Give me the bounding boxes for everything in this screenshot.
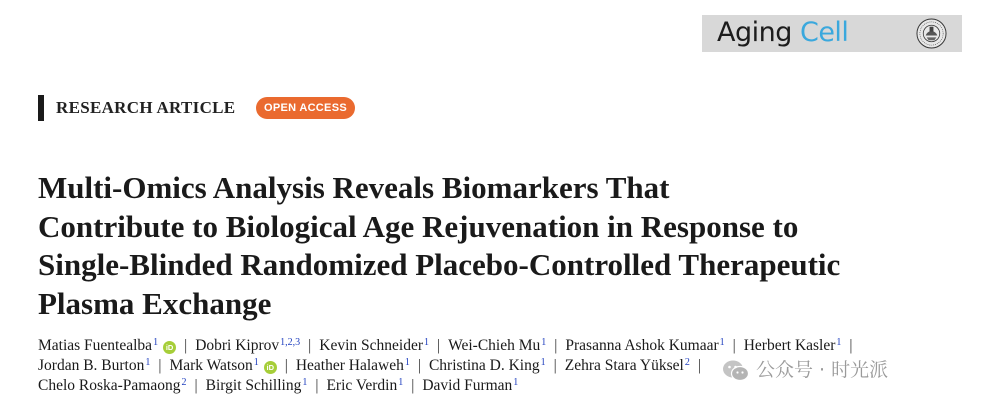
author-name[interactable]: Zehra Stara Yüksel$^2$: [564, 357, 690, 374]
journal-name: [717, 16, 848, 50]
affiliation-ref: 2: [181, 377, 187, 388]
author-separator: |: [158, 357, 162, 374]
article-type-bar: [38, 95, 44, 121]
author-separator: |: [411, 377, 415, 394]
author-separator: |: [554, 337, 558, 354]
author-separator: |: [732, 337, 736, 354]
author-name[interactable]: Eric Verdin$^1$: [326, 377, 404, 394]
author-separator: |: [284, 357, 288, 374]
article-title: [38, 169, 973, 323]
author-separator: |: [697, 357, 701, 374]
affiliation-ref: 1: [404, 357, 410, 368]
author-name[interactable]: Jordan B. Burton$^1$: [38, 357, 151, 374]
society-seal-icon: [916, 18, 947, 49]
open-access-badge[interactable]: OPEN ACCESS: [256, 97, 355, 119]
author-name[interactable]: Mark Watson$^1$: [169, 357, 259, 374]
author-separator: |: [308, 337, 312, 354]
journal-logo: [702, 15, 962, 52]
author-name[interactable]: Herbert Kasler$^1$: [743, 337, 842, 354]
article-type-label: RESEARCH ARTICLE: [56, 98, 236, 117]
affiliation-ref: 1: [513, 377, 519, 388]
author-name[interactable]: Wei-Chieh Mu$^1$: [448, 337, 547, 354]
author-name[interactable]: Christina D. King$^1$: [428, 357, 546, 374]
affiliation-ref: 1: [719, 337, 725, 348]
author-separator: |: [553, 357, 557, 374]
author-name[interactable]: Heather Halaweh$^1$: [295, 357, 410, 374]
title-line: Single-Blinded Randomized Placebo-Controlled Therapeutic: [38, 247, 841, 282]
author-separator: |: [184, 337, 188, 354]
orcid-icon[interactable]: iD: [163, 341, 176, 354]
orcid-icon[interactable]: iD: [264, 361, 277, 374]
author-separator: |: [194, 377, 198, 394]
title-line: Multi-Omics Analysis Reveals Biomarkers That: [38, 170, 670, 205]
title-line: Contribute to Biological Age Rejuvenation in Response to: [38, 208, 799, 244]
author-separator: |: [849, 337, 853, 354]
author-separator: |: [436, 337, 441, 354]
author-name[interactable]: Prasanna Ashok Kumaar$^1$: [565, 337, 725, 354]
affiliation-ref: 1: [153, 337, 159, 348]
watermark-text: 公众号 · 时光派: [756, 359, 889, 381]
author-name[interactable]: Dobri Kiprov$^{1,2,3}$: [195, 337, 301, 354]
author-separator: |: [417, 357, 421, 374]
affiliation-ref: 1: [540, 357, 546, 368]
affiliation-ref: 1,2,3: [280, 337, 301, 348]
author-line: [38, 336, 973, 356]
author-name[interactable]: Kevin Schneider$^1$: [319, 337, 429, 354]
title-line: Plasma Exchange: [38, 285, 272, 321]
affiliation-ref: 1: [253, 357, 259, 368]
affiliation-ref: 1: [423, 337, 429, 348]
affiliation-ref: 1: [836, 337, 842, 348]
author-name[interactable]: Chelo Roska-Pamaong$^2$: [38, 377, 187, 394]
affiliation-ref: 1: [398, 377, 404, 388]
author-name[interactable]: David Furman$^1$: [422, 377, 519, 394]
watermark: [722, 355, 888, 385]
author-separator: |: [315, 377, 319, 394]
affiliation-ref: 2: [684, 357, 690, 368]
affiliation-ref: 1: [302, 377, 308, 388]
affiliation-ref: 1: [541, 337, 547, 348]
author-name[interactable]: Matias Fuentealba$^1$: [38, 337, 159, 354]
journal-name-aging: Aging: [717, 17, 792, 48]
wechat-icon: [722, 359, 750, 383]
journal-name-cell: Cell: [799, 17, 849, 48]
author-name[interactable]: Birgit Schilling$^1$: [205, 377, 308, 394]
affiliation-ref: 1: [145, 357, 151, 368]
